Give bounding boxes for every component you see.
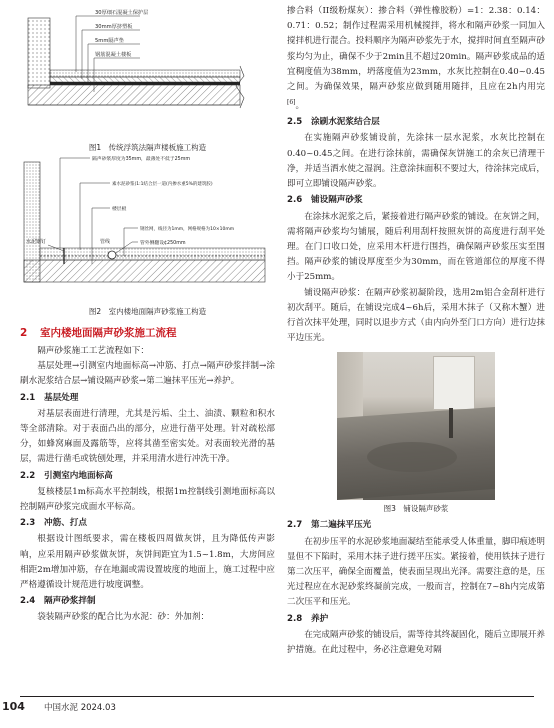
paragraph-intro: 隔声砂浆施工工艺流程如下： bbox=[37, 346, 149, 356]
fig1-layer-3: 5mm隔声垫 bbox=[95, 38, 124, 44]
section-2-1-number: 2.1 bbox=[20, 392, 36, 403]
section-2-6-number: 2.6 bbox=[287, 195, 303, 206]
figure-1-drawing bbox=[20, 0, 275, 138]
fig2-label-thickness: 隔声砂浆厚度为35mm，最薄处不低于25mm bbox=[92, 157, 191, 162]
paragraph-2-6a: 在涂抹水泥浆之后，紧接着进行隔声砂浆的铺设。在灰饼之间，需将隔声砂浆均匀铺展，随后利用刮杆按照灰饼的高度进行刮平处理。在门口收口处，应采用木杆进行围挡，确保隔声砂浆压实至围挡。隔声砂浆的铺设厚度至少为30mm，而在管道部位的厚度不得小于25mm。 bbox=[287, 211, 545, 283]
section-2-8-heading bbox=[287, 612, 545, 627]
figure-1-caption: 图1 传统浮筑法隔声楼板施工构造 bbox=[88, 143, 207, 152]
citation: [6] bbox=[287, 99, 296, 107]
section-2-7-heading bbox=[287, 518, 545, 533]
section-2-7-title: 第二遍抹平压光 bbox=[311, 520, 372, 531]
section-2-title: 室内楼地面隔声砂浆施工流程 bbox=[40, 327, 177, 339]
paragraph-2-1: 对基层表面进行清理，尤其是污垢、尘土、油渍、颗粒和积水等全部清除。对于表面凸出的部分，应进行凿平处理。针对疏松部分，如蜂窝麻面及露筋等，应将其凿至密实处。对表面较光滑的基层，需进行凿毛或铣刨处理，并采用清水进行冲洗干净。 bbox=[20, 408, 275, 465]
section-2-3-title: 冲筋、打点 bbox=[44, 518, 87, 529]
left-column bbox=[20, 0, 275, 626]
right-column bbox=[287, 4, 545, 658]
section-2-3-number: 2.3 bbox=[20, 518, 36, 529]
section-2-8-title: 养护 bbox=[311, 613, 329, 624]
journal-name: 中国水泥 2024.03 bbox=[44, 703, 116, 713]
paragraph-2-4: 袋装隔声砂浆的配合比为水泥：砂：外加剂： bbox=[37, 612, 210, 623]
section-2-5-heading bbox=[287, 115, 545, 130]
section-2-3-heading bbox=[20, 516, 275, 531]
figure-2-drawing bbox=[20, 152, 275, 304]
fig2-label-nail: 水泥钢钉 bbox=[26, 239, 47, 245]
fig1-layer-1: 30厚细石混凝土保护层 bbox=[95, 10, 149, 16]
section-2-4-number: 2.4 bbox=[20, 596, 36, 607]
section-2-7-number: 2.7 bbox=[287, 520, 303, 531]
figure-1 bbox=[20, 0, 275, 150]
paragraph-2-8: 在完成隔声砂浆的铺设后，需等待其终凝固化，随后立即展开养护措施。在此过程中，务必注意避免对隔 bbox=[287, 629, 545, 655]
wall-section bbox=[28, 18, 50, 88]
section-2-5-number: 2.5 bbox=[287, 117, 303, 128]
figure-2-caption: 图2 室内楼地面隔声砂浆施工构造 bbox=[88, 307, 207, 316]
fig2-label-pipe: 管线 bbox=[100, 239, 111, 245]
section-2-8-number: 2.8 bbox=[287, 613, 303, 624]
section-2-4-heading bbox=[20, 594, 275, 609]
figure-3-photo bbox=[337, 352, 495, 500]
paragraph-2-2: 复核楼层1m标高水平控制线，根据1m控制线引测地面标高以控制隔声砂浆完成面水平标高。 bbox=[20, 486, 275, 513]
section-2-5-title: 涂刷水泥浆结合层 bbox=[311, 117, 380, 128]
section-2-1-title: 基层处理 bbox=[44, 392, 79, 403]
paragraph-2-3: 根据设计图纸要求，需在楼板四周做灰饼，且为降低传声影响，应采用隔声砂浆做灰饼，灰饼间距宜为1.5~1.8m，大房间应相距2m增加冲筋，存在地漏或需设置坡度的地面上，施工过程中应严格遵循设计规范进行坡度调整。 bbox=[20, 534, 275, 591]
footer-rule bbox=[20, 696, 534, 697]
figure-2 bbox=[20, 152, 275, 320]
section-2-heading bbox=[20, 326, 275, 341]
paragraph-2-5: 在实施隔声砂浆铺设前，先涂抹一层水泥浆，水灰比控制在0.40~0.45之间。在进行涂抹前，需确保灰饼施工的余灰已清理干净，并适当洒水使之湿润。注意涂抹面积不要过大，待涂抹完成后，即可立即铺设隔声砂浆。 bbox=[287, 133, 545, 190]
fig2-label-mesh: 钢丝网，线径为1mm，网格规格为10×10mm bbox=[140, 227, 235, 232]
section-2-2-number: 2.2 bbox=[20, 470, 36, 481]
paragraph-2-4-continued: 掺合料（II级粉煤灰）：掺合料（弹性橡胶粉）=1：2.38：0.14：0.71：0.52；制作过程需采用机械搅拌，将水和隔声砂浆一同加入搅拌机进行混合。投料顺序为隔声砂浆先于水，搅拌时间直至隔声砂浆均匀为止，确保不少于2min且不超过20min。隔声砂浆成品的适宜稠度值为38mm，坍落度值为23mm，水灰比控制在0.40~0.45之间。为确保效果，隔声砂浆应做到随用随拌，且应在2h内用完[6]。 bbox=[287, 6, 545, 112]
page-footer bbox=[0, 696, 554, 728]
fig1-layer-4: 钢筋混凝土楼板 bbox=[95, 52, 132, 58]
paragraph-2-6b: 铺设隔声砂浆：在隔声砂浆初凝阶段，选用2m铝合金刮杆进行初次刮平。随后，在铺设完成4~6h后，采用木抹子（又称木蟹）进行首次抹平处理，同时以退步方式（由内向外至门口方向）进行边抹平边压光。 bbox=[287, 287, 545, 344]
paragraph-2-7: 在初步压平的水泥砂浆地面凝结至能承受人体重量，脚印痕迹明显但不下陷时，采用木抹子进行搓平压实。紧接着，使用铁抹子进行第二次压平，确保全面覆盖，使表面呈现出光泽。需要注意的是，压光过程应在水泥砂浆终凝前完成，一般而言，控制在7~8h内完成第二次压平和压光。 bbox=[287, 536, 545, 608]
paragraph-2-4-text: 掺合料（II级粉煤灰）：掺合料（弹性橡胶粉）=1：2.38：0.14：0.71：0.52；制作过程需采用机械搅拌，将水和隔声砂浆一同加入搅拌机进行混合。投料顺序为隔声砂浆先于水，搅拌时间直至隔声砂浆均匀为止，确保不少于2min且不超过20min。隔声砂浆成品的适宜稠度值为38mm，坍落度值为23mm，水灰比控制在0.40~0.45之间。为确保效果，隔声砂浆应做到随用随拌，且应在2h内用完 bbox=[287, 6, 545, 93]
paragraph-flow: 基层处理→引测室内地面标高→冲筋、打点→隔声砂浆拌制→涂刷水泥浆结合层→铺设隔声砂浆→第二遍抹平压光→养护。 bbox=[20, 361, 275, 387]
section-2-2-heading bbox=[20, 469, 275, 484]
section-2-1-heading bbox=[20, 391, 275, 406]
page-number: 104 bbox=[2, 700, 25, 713]
fig2-label-pipe-spacing: 管外侧翻设¢250mm bbox=[140, 241, 186, 246]
section-2-4-title: 隔声砂浆拌制 bbox=[44, 596, 96, 607]
section-2-6-title: 铺设隔声砂浆 bbox=[311, 195, 363, 206]
fig1-layer-2: 30mm厚挤塑板 bbox=[95, 24, 133, 30]
section-2-2-title: 引测室内地面标高 bbox=[44, 470, 113, 481]
fig2-label-bonding: 素水泥砂浆(1:1结合层一道(内掺水重5%的建筑胶) bbox=[112, 182, 213, 187]
section-2-6-heading bbox=[287, 193, 545, 208]
fig2-label-slab: 楼层板 bbox=[112, 207, 127, 212]
figure-3-caption: 图3 铺设隔声砂浆 bbox=[383, 504, 449, 514]
section-2-number: 2 bbox=[20, 327, 28, 339]
